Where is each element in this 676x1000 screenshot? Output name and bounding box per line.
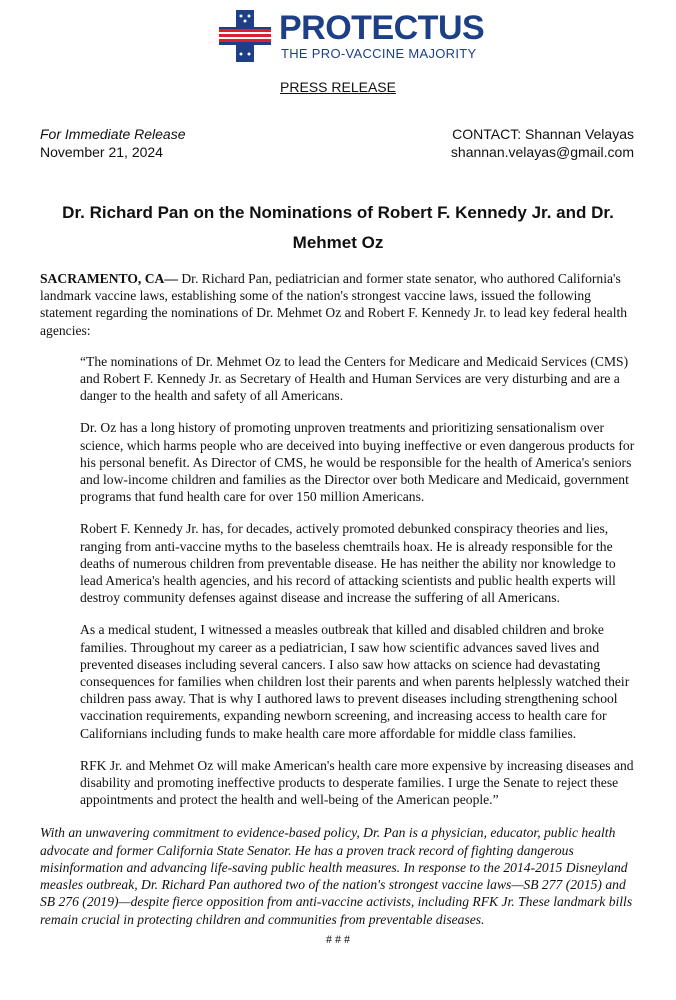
end-mark: # # # [326, 931, 350, 946]
quote-paragraph: Dr. Oz has a long history of promoting unproven treatments and prioritizing sensationalism over science, which harms people who are deceived into buying ineffective or even dangerous products for his personal benefit. As Director of CMS, he would be responsible for the health of America's seniors and low-income children and families as the Director over both Medicare and Medicaid, government programs that fund health care for over 150 million Americans. [80, 420, 635, 505]
logo-tagline: THE PRO-VACCINE MAJORITY [281, 46, 477, 61]
quote-paragraph: As a medical student, I witnessed a measles outbreak that killed and disabled children and broke families. Throughout my career as a pediatrician, I saw how scientific advances saved lives and prevented diseases including several cancers. I also saw how attacks on science had devastating consequences for families when children lost their parents and when parents helplessly watched their children pass away. That is why I authored laws to prevent diseases including strengthening school vaccination requirements, expanding newborn screening, and increasing access to health care for Californians including funds to make health care more affordable for middle class families. [80, 622, 630, 741]
contact-info [451, 125, 634, 161]
headline: Dr. Richard Pan on the Nominations of Robert F. Kennedy Jr. and Dr. Mehmet Oz [62, 203, 614, 252]
quote-paragraph: RFK Jr. and Mehmet Oz will make American's health care more expensive by increasing diseases and disability and promoting ineffective products to desperate families. I urge the Senate to reject these appointments and protect the health and well-being of the American people.” [80, 757, 634, 808]
flag-cross-icon [219, 10, 271, 62]
contact-label: CONTACT: [452, 126, 522, 142]
contact-name: Shannan Velayas [525, 126, 634, 142]
press-release-label: PRESS RELEASE [280, 79, 396, 95]
dateline: SACRAMENTO, CA— [40, 271, 178, 286]
quote-paragraph: “The nominations of Dr. Mehmet Oz to lead the Centers for Medicare and Medicaid Services (CMS) and Robert F. Kennedy Jr. as Secretary of Health and Human Services are very disturbing and are a danger to the health and safety of all Americans. [80, 353, 629, 404]
lead-paragraph [40, 270, 636, 339]
release-info [40, 125, 186, 161]
logo-title: PROTECTUS [279, 9, 485, 47]
bio-paragraph: With an unwavering commitment to evidence-based policy, Dr. Pan is a physician, educator, public health advocate and former California State Senator. He has a proven track record of fighting dangerous misinformation and advancing life-saving public health measures. In response to the 2014-2015 Disneyland measles outbreak, Dr. Richard Pan authored two of the nation's strongest vaccine laws—SB 277 (2015) and SB 276 (2019)—despite fierce opposition from anti-vaccine activists, including RFK Jr. These landmark bills remain crucial in protecting children and communities from preventable diseases. [40, 825, 633, 927]
release-date: November 21, 2024 [40, 144, 163, 160]
release-label: For Immediate Release [40, 126, 186, 142]
protectus-logo [219, 8, 485, 64]
lead-text: Dr. Richard Pan, pediatrician and former state senator, who authored California's landmark vaccine laws, establishing some of the nation's strongest vaccine laws, issued the following statement regarding the nominations of Dr. Mehmet Oz and Robert F. Kennedy Jr. to lead key federal health agencies: [40, 271, 628, 338]
quote-paragraph: Robert F. Kennedy Jr. has, for decades, actively promoted debunked conspiracy theories and lies, ranging from anti-vaccine myths to the baseless chemtrails hoax. He is already responsible for the deaths of numerous children from preventable disease. He has neither the ability nor knowledge to lead America's health agencies, and his record of attacking scientists and public health experts will destroy community defenses against disease and increase the suffering of all Americans. [80, 521, 616, 606]
release-body [40, 270, 636, 948]
contact-email[interactable]: shannan.velayas@gmail.com [450, 144, 634, 160]
